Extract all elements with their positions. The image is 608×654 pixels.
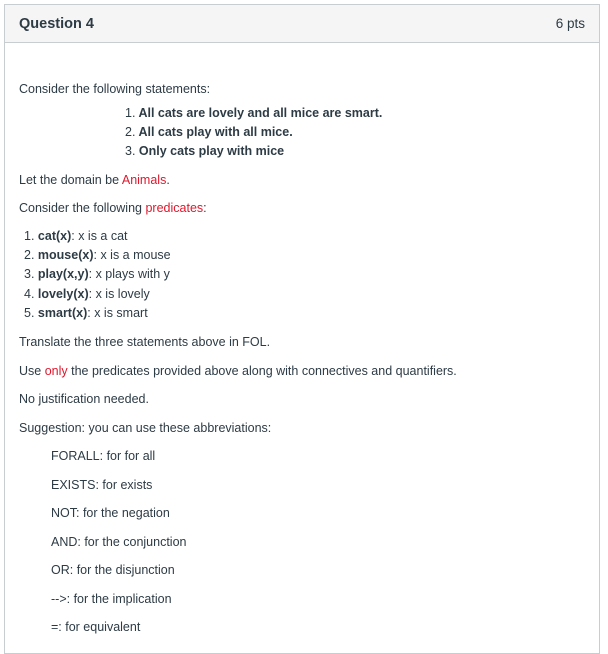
- translate-text: Translate the three statements above in FOL.: [19, 335, 271, 349]
- question-header: [5, 5, 599, 43]
- abbreviation-item: -->: for the implication: [51, 592, 172, 606]
- predicates-list: [24, 227, 171, 323]
- abbreviation-item: AND: for the conjunction: [51, 535, 187, 549]
- predicate-item: 5. smart(x): x is smart: [24, 305, 148, 320]
- question-points: 6 pts: [555, 16, 585, 31]
- statement-item: 1. All cats are lovely and all mice are smart.: [125, 106, 383, 120]
- abbreviation-item: OR: for the disjunction: [51, 563, 175, 577]
- abbreviation-item: FORALL: for for all: [51, 449, 156, 463]
- abbreviation-item: NOT: for the negation: [51, 506, 170, 520]
- predicate-item: 4. lovely(x): x is lovely: [24, 286, 150, 301]
- statement-item: 3. Only cats play with mice: [125, 144, 285, 158]
- predicates-word: predicates: [145, 201, 204, 215]
- predicates-intro: Consider the following predicates:: [19, 201, 207, 215]
- intro-text: Consider the following statements:: [19, 82, 211, 96]
- question-card: [4, 4, 600, 654]
- question-title: Question 4: [19, 15, 94, 32]
- use-only-text: Use only the predicates provided above along with connectives and quantifiers.: [19, 364, 457, 378]
- predicate-item: 1. cat(x): x is a cat: [24, 229, 128, 243]
- domain-value: Animals: [121, 173, 167, 187]
- suggestion-text: Suggestion: you can use these abbreviations:: [19, 421, 272, 435]
- predicate-item: 3. play(x,y): x plays with y: [24, 267, 170, 282]
- abbreviation-item: =: for equivalent: [51, 620, 141, 634]
- predicate-item: 2. mouse(x): x is a mouse: [24, 248, 171, 263]
- statements-list: [125, 104, 382, 161]
- domain-text: Let the domain be Animals.: [19, 173, 170, 187]
- only-word: only: [44, 364, 68, 378]
- no-justification-text: No justification needed.: [19, 392, 149, 406]
- abbreviation-item: EXISTS: for exists: [51, 478, 153, 492]
- statement-item: 2. All cats play with all mice.: [125, 125, 293, 139]
